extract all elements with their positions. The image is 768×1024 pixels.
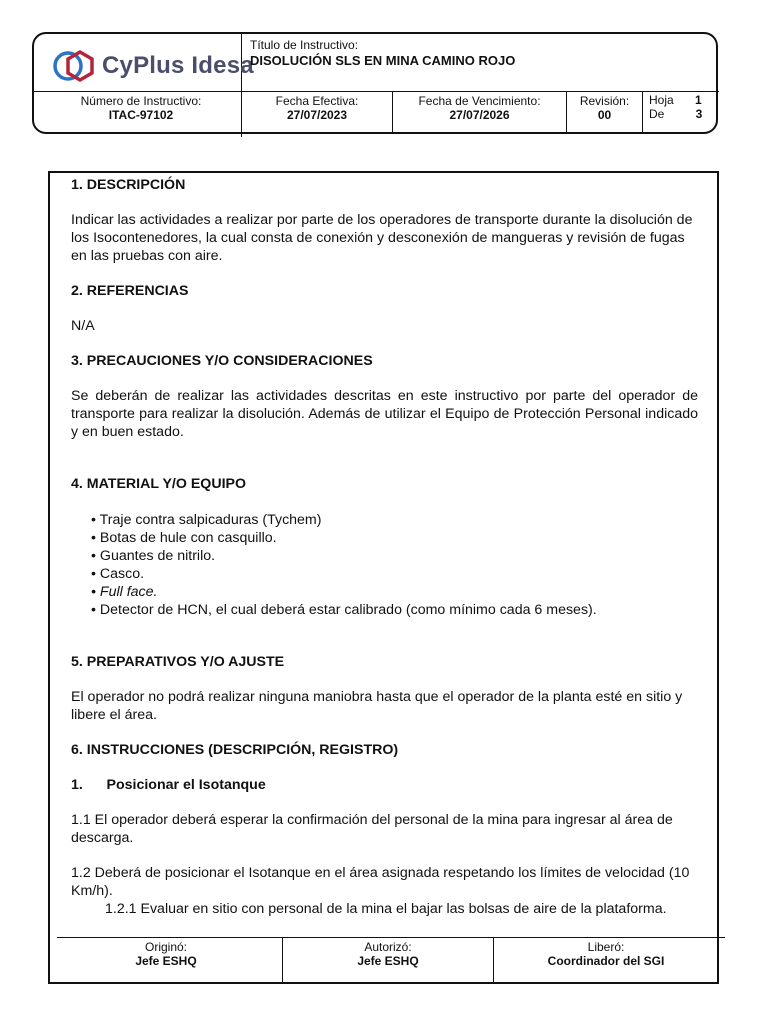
section-title: 6. INSTRUCCIONES (DESCRIPCIÓN, REGISTRO) [71,742,399,758]
authorized-value: Jefe ESHQ [357,954,419,968]
of-label: De [649,107,665,121]
page-counter [649,93,702,121]
originated-value: Jefe ESHQ [135,954,197,968]
section-title: 2. REFERENCIAS [71,283,189,299]
sheet-label: Hoja [649,93,674,107]
section-title: 3. PRECAUCIONES Y/O CONSIDERACIONES [71,353,373,369]
list-item: • Botas de hule con casquillo. [91,529,698,547]
released-label: Liberó: [587,940,625,954]
expiry-date-label: Fecha de Vencimiento: [418,94,541,108]
header-divider [33,91,719,92]
originated-cell [50,940,282,968]
originated-label: Originó: [144,940,188,954]
section-title: 1. DESCRIPCIÓN [71,177,186,193]
authorized-label: Autorizó: [364,940,412,954]
of-value: 3 [695,107,703,121]
footer-divider [57,937,725,938]
section-text: El operador no podrá realizar ninguna maniobra hasta que el operador de la planta esté en sitio y libere el área. [71,689,683,723]
expiry-date-cell [393,94,566,122]
effective-date-cell [242,94,392,122]
step-text: 1.2 Deberá de posicionar el Isotanque en el área asignada respetando los límites de velocidad (10 Km/h). [71,865,690,899]
title-label: Título de Instructivo: [250,38,359,52]
equipment-list [71,511,698,619]
section-title: 5. PREPARATIVOS Y/O AJUSTE [71,654,285,670]
cyplus-logo-icon [52,46,96,86]
revision-label: Revisión: [579,94,630,108]
section-text: N/A [71,318,95,334]
expiry-date-value: 27/07/2026 [449,108,510,122]
section-text: Indicar las actividades a realizar por parte de los operadores de transporte durante la disolución de los Isocontenedores, la cual consta de conexión y desconexión de mangueras y revisión de fugas en las pruebas con aire. [71,212,693,264]
released-cell [494,940,718,968]
sheet-value: 1 [695,93,702,107]
revision-value: 00 [597,108,612,122]
logo-text: CyPlus Idesa [102,52,254,79]
document-body [71,176,698,918]
authorized-cell [283,940,493,968]
list-item: • Casco. [91,565,698,583]
revision-cell [567,94,642,122]
substep-text: 1.2.1 Evaluar en sitio con personal de la mina el bajar las bolsas de aire de la plataforma. [105,901,667,917]
effective-date-value: 27/07/2023 [286,108,348,122]
list-item: • Full face. [91,583,698,601]
list-item: • Guantes de nitrilo. [91,547,698,565]
instruction-number-label: Número de Instructivo: [80,94,202,108]
section-title: 4. MATERIAL Y/O EQUIPO [71,476,247,492]
step-text: 1.1 El operador deberá esperar la confirmación del personal de la mina para ingresar al área de descarga. [71,812,673,846]
released-value: Coordinador del SGI [547,954,665,968]
company-logo [52,46,254,86]
section-text: Se deberán de realizar las actividades descritas en este instructivo por parte del operador de transporte para realizar la disolución. Además de utilizar el Equipo de Protección Personal indicado y en buen estado. [71,388,698,440]
header-divider [642,91,643,134]
document-title: DISOLUCIÓN SLS EN MINA CAMINO ROJO [250,53,516,68]
instruction-number-value: ITAC-97102 [108,108,174,122]
step-title: 1. Posicionar el Isotanque [71,777,266,793]
effective-date-label: Fecha Efectiva: [275,94,359,108]
list-item: • Detector de HCN, el cual deberá estar calibrado (como mínimo cada 6 meses). [91,601,698,619]
list-item: • Traje contra salpicaduras (Tychem) [91,511,698,529]
instruction-number-cell [42,94,240,122]
